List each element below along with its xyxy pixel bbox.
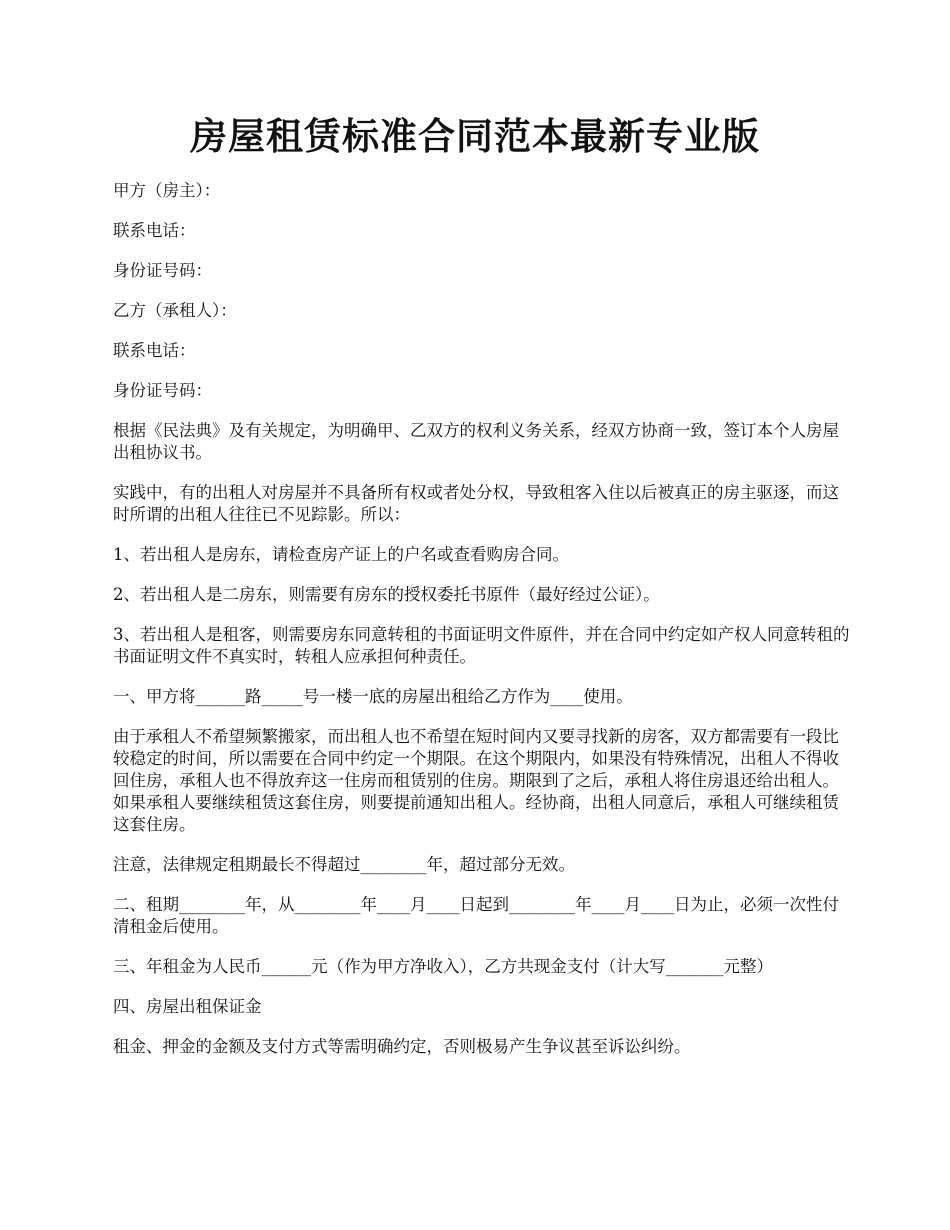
term-explanation-paragraph: 由于承租人不希望频繁搬家，而出租人也不希望在短时间内又要寻找新的房客，双方都需要有一段比较稳定的时间，所以需要在合同中约定一个期限。在这个期限内，如果没有特殊情况，出租人不得收回住房，承租人也不得放弃这一住房而租赁别的住房。期限到了之后，承租人将住房退还给出租人。如果承租人要继续租赁这套住房，则要提前通知出租人。经协商，出租人同意后，承租人可继续租赁这套住房。	[113, 727, 839, 834]
party-a-id-label: 身份证号码：	[113, 261, 212, 280]
party-a-phone-label: 联系电话：	[113, 221, 196, 240]
party-b-id-label: 身份证号码：	[113, 381, 212, 400]
party-b-phone-label: 联系电话：	[113, 341, 196, 360]
check-item-3: 3、若出租人是租客，则需要房东同意转租的书面证明文件原件，并在合同中约定如产权人同意转租的书面证明文件不真实时，转租人应承担何种责任。	[113, 625, 850, 666]
document-body	[113, 180, 853, 1076]
practice-note-paragraph: 实践中，有的出租人对房屋并不具备所有权或者处分权，导致租客入住以后被真正的房主驱逐，而这时所谓的出租人往往已不见踪影。所以：	[113, 483, 839, 524]
document-title: 房屋租赁标准合同范本最新专业版	[190, 114, 760, 158]
deposit-note: 租金、押金的金额及支付方式等需明确约定，否则极易产生争议甚至诉讼纠纷。	[113, 1037, 691, 1056]
clause-2: 二、租期________年，从________年____月____日起到________年____月____日为止，必须一次性付清租金后使用。	[113, 895, 839, 936]
preamble-paragraph: 根据《民法典》及有关规定，为明确甲、乙双方的权利义务关系，经双方协商一致，签订本个人房屋出租协议书。	[113, 421, 839, 462]
legal-limit-note: 注意，法律规定租期最长不得超过________年，超过部分无效。	[113, 855, 575, 874]
clause-4-heading: 四、房屋出租保证金	[113, 997, 262, 1016]
check-item-1: 1、若出租人是房东，请检查房产证上的户名或查看购房合同。	[113, 545, 569, 564]
check-item-2: 2、若出租人是二房东，则需要有房东的授权委托书原件（最好经过公证）。	[113, 585, 660, 604]
party-b-label: 乙方（承租人）：	[113, 301, 237, 320]
party-a-label: 甲方（房主）：	[113, 181, 221, 200]
clause-1: 一、甲方将______路_____号一楼一底的房屋出租给乙方作为____使用。	[113, 687, 633, 706]
clause-3: 三、年租金为人民币______元（作为甲方净收入），乙方共现金支付（计大写_______元整）	[113, 957, 773, 976]
